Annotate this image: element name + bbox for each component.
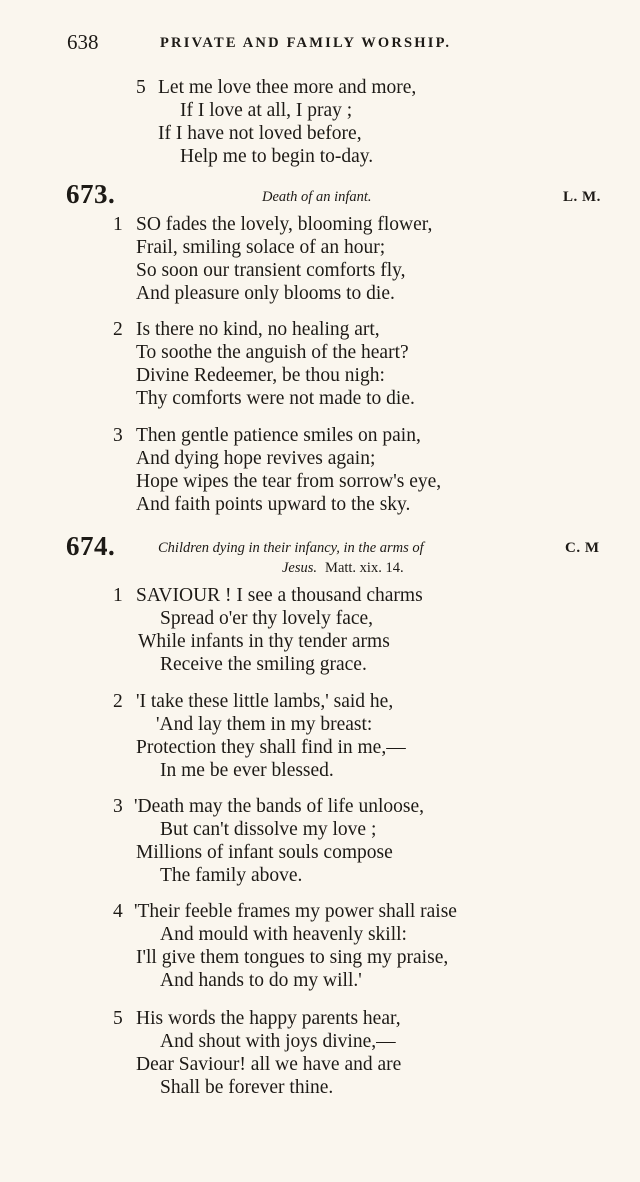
- verse-line: 'Their feeble frames my power shall raise: [134, 901, 457, 922]
- verse-line: Protection they shall find in me,—: [136, 737, 406, 758]
- verse-line: But can't dissolve my love ;: [160, 819, 377, 840]
- verse-line: And dying hope revives again;: [136, 448, 376, 469]
- verse-line: Frail, smiling solace of an hour;: [136, 237, 386, 258]
- verse-line: To soothe the anguish of the heart?: [136, 342, 409, 363]
- verse-line: And hands to do my will.': [160, 970, 362, 991]
- verse-line: While infants in thy tender arms: [138, 631, 390, 652]
- hymn-number: 673.: [66, 179, 116, 209]
- verse-line: And mould with heavenly skill:: [160, 924, 407, 945]
- verse-line: Receive the smiling grace.: [160, 654, 367, 675]
- verse-line: Divine Redeemer, be thou nigh:: [136, 365, 385, 386]
- verse-number: 3: [113, 425, 123, 446]
- verse-line: And pleasure only blooms to die.: [136, 283, 395, 304]
- hymn-meter: C. M: [565, 540, 600, 556]
- verse-number: 5: [136, 77, 146, 98]
- verse-line: 'Death may the bands of life unloose,: [134, 796, 424, 817]
- verse-number: 2: [113, 691, 123, 712]
- verse-line: 'And lay them in my breast:: [156, 714, 373, 735]
- verse-line: And shout with joys divine,—: [160, 1031, 396, 1052]
- verse-line: Thy comforts were not made to die.: [136, 388, 415, 409]
- verse-number: 5: [113, 1008, 123, 1029]
- hymn-title-continued: Jesus.: [282, 560, 318, 576]
- verse-number: 3: [113, 796, 123, 817]
- verse-line: If I love at all, I pray ;: [180, 100, 353, 121]
- verse-line: Then gentle patience smiles on pain,: [136, 425, 421, 446]
- verse-number: 4: [113, 901, 123, 922]
- verse-line: If I have not loved before,: [158, 123, 362, 144]
- verse-line: 'I take these little lambs,' said he,: [136, 691, 394, 712]
- hymn-title-line2: [282, 561, 404, 576]
- page-header: PRIVATE AND FAMILY WORSHIP.: [160, 35, 452, 51]
- verse-line: Help me to begin to-day.: [180, 146, 374, 167]
- scripture-reference: Matt. xix. 14.: [325, 560, 404, 576]
- verse-line: Let me love thee more and more,: [158, 77, 417, 98]
- hymn-title: Death of an infant.: [262, 189, 372, 205]
- verse-line: Is there no kind, no healing art,: [136, 319, 380, 340]
- verse-line: Dear Saviour! all we have and are: [136, 1054, 402, 1075]
- running-head: [0, 30, 640, 56]
- hymn-meter: L. M.: [563, 189, 601, 205]
- verse-number: 1: [113, 214, 123, 235]
- verse-line: SAVIOUR ! I see a thousand charms: [136, 585, 423, 606]
- verse-line: SO fades the lovely, blooming flower,: [136, 214, 433, 235]
- verse-line: Hope wipes the tear from sorrow's eye,: [136, 471, 442, 492]
- verse-line: Spread o'er thy lovely face,: [160, 608, 374, 629]
- verse-line: I'll give them tongues to sing my praise,: [136, 947, 449, 968]
- hymn-title: Children dying in their infancy, in the arms of: [158, 540, 424, 556]
- verse-line: And faith points upward to the sky.: [136, 494, 411, 515]
- verse-line: So soon our transient comforts fly,: [136, 260, 406, 281]
- verse-line: In me be ever blessed.: [160, 760, 334, 781]
- hymn-number: 674.: [66, 531, 116, 561]
- verse-line: His words the happy parents hear,: [136, 1008, 401, 1029]
- verse-line: Shall be forever thine.: [160, 1077, 334, 1098]
- page-number: 638: [67, 30, 99, 54]
- verse-number: 2: [113, 319, 123, 340]
- verse-number: 1: [113, 585, 123, 606]
- verse-line: Millions of infant souls compose: [136, 842, 393, 863]
- verse-line: The family above.: [160, 865, 303, 886]
